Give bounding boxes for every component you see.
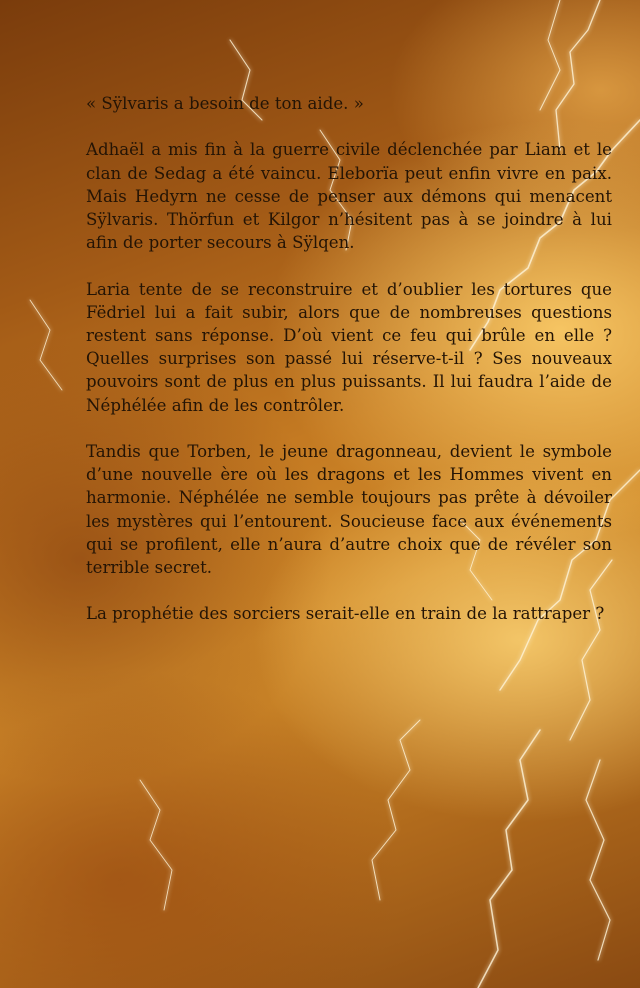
lightning-bolt-13	[30, 300, 62, 390]
synopsis-paragraph-3: Tandis que Torben, le jeune dragonneau, devient le symbole d’une nouvelle ère où les dragons et les Hommes vivent en harmonie. Néphélée ne semble toujours pas prête à dévoiler les mystères qui l’entourent. Soucieuse face aux événements qui se profilent, elle n’aura d’autre choix que de révéler son terrible secret.	[86, 442, 612, 578]
tagline-quote: « Sÿlvaris a besoin de ton aide. »	[86, 94, 364, 113]
lightning-bolt-10	[140, 780, 172, 910]
lightning-bolt-6	[586, 760, 610, 960]
lightning-bolt-7	[372, 720, 420, 900]
synopsis-paragraph-2: Laria tente de se reconstruire et d’oublier les tortures que Fëdriel lui a fait subir, alors que de nombreuses questions restent sans réponse. D’où vient ce feu qui brûle en elle ? Quelles surprises son passé lui réserve-t-il ? Ses nouveaux pouvoirs sont de plus en plus puissants. Il lui faudra l’aide de Néphélée afin de les contrôler.	[86, 279, 612, 415]
lightning-bolt-5	[478, 730, 540, 988]
synopsis-text	[86, 92, 612, 649]
synopsis-closing-question: La prophétie des sorciers serait-elle en train de la rattraper ?	[86, 604, 605, 624]
synopsis-paragraph-1: Adhaël a mis fin à la guerre civile déclenchée par Liam et le clan de Sedag a été vaincu. Eleborïa peut enfin vivre en paix. Mais Hedyrn ne cesse de penser aux démons qui menacent Sÿlvaris. Thörfun et Kilgor n’hésitent pas à se joindre à lui afin de porter secours à Sÿlqen.	[86, 140, 612, 253]
